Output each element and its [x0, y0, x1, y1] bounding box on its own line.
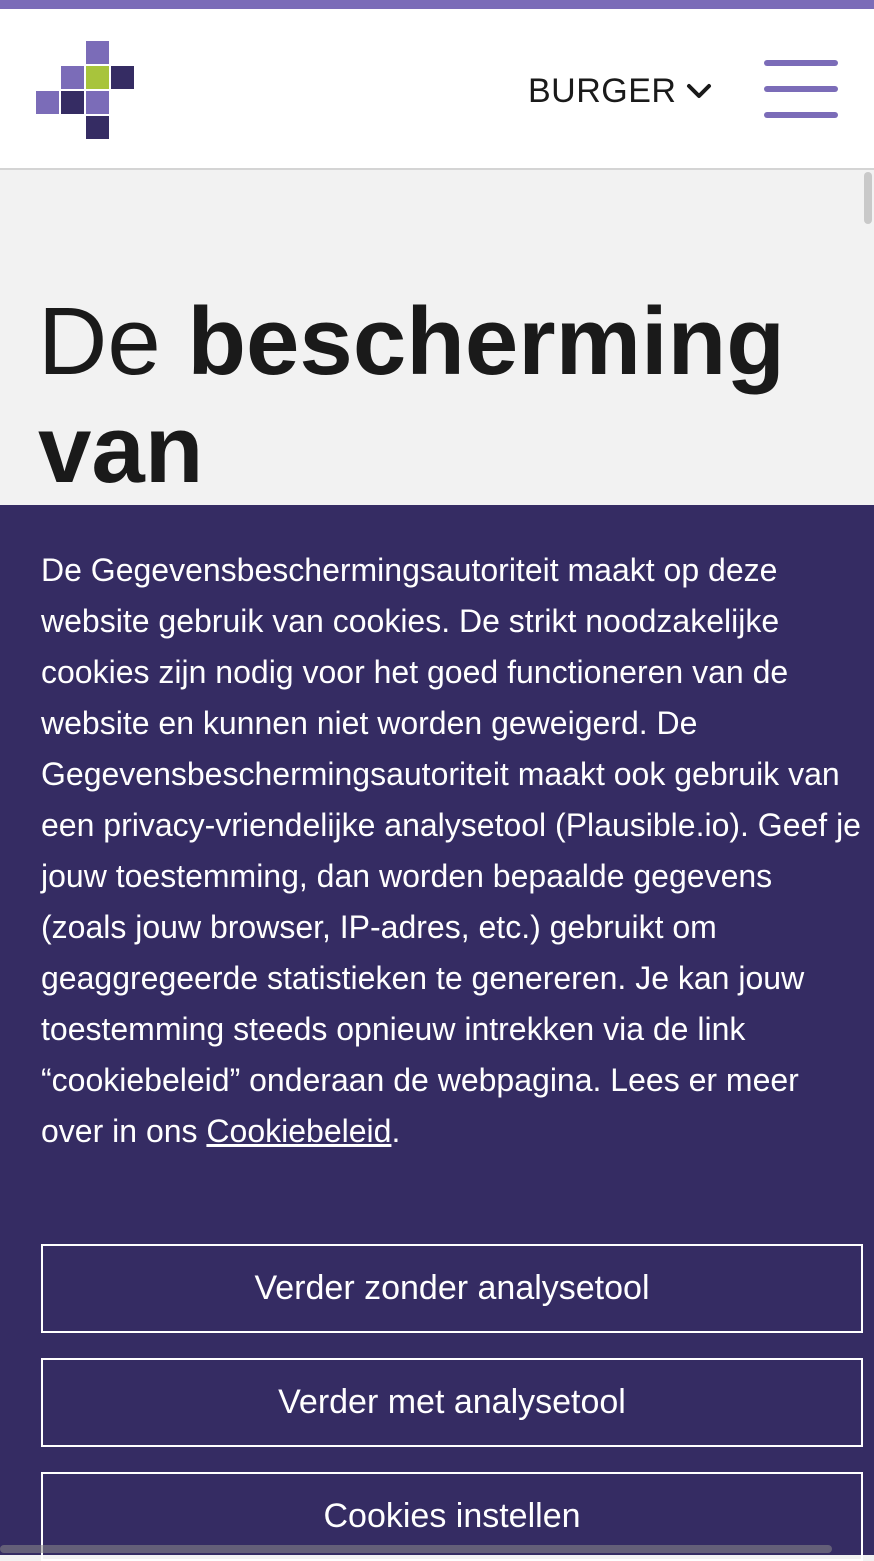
hamburger-menu-icon[interactable] [764, 57, 838, 121]
page-title [38, 288, 838, 504]
logo-square [36, 91, 59, 114]
top-accent-stripe [0, 0, 874, 9]
cookie-banner-body: De Gegevensbeschermingsautoriteit maakt op deze website gebruik van cookies. De strikt noodzakelijke cookies zijn nodig voor het goed functioneren van de website en kunnen niet worden geweigerd. De Gegevensbeschermingsautoriteit maakt ook gebruik van een privacy-vriendelijke analysetool (Plausible.io). Geef je jouw toestemming, dan worden bepaalde gegevens (zoals jouw browser, IP-adres, etc.) gebruikt om geaggregeerde statistieken te genereren. Je kan jouw toestemming steeds opnieuw intrekken via de link “cookiebeleid” onderaan de webpagina. Lees er meer over in ons [41, 552, 861, 1149]
site-header [0, 9, 874, 170]
logo-square [86, 116, 109, 139]
chevron-down-icon [686, 82, 712, 100]
gba-logo-icon[interactable] [36, 41, 134, 139]
logo-square [86, 66, 109, 89]
cookie-settings-button[interactable]: Cookies instellen [41, 1472, 863, 1561]
logo-square [61, 66, 84, 89]
logo-square [86, 91, 109, 114]
continue-with-analytics-button[interactable]: Verder met analysetool [41, 1358, 863, 1447]
page-title-bold: van [38, 396, 204, 503]
logo-square [61, 91, 84, 114]
audience-selector-label: BURGER [528, 71, 677, 110]
menu-bar [764, 86, 838, 92]
logo-square [86, 41, 109, 64]
cookie-policy-link[interactable]: Cookiebeleid [206, 1113, 392, 1149]
menu-bar [764, 60, 838, 66]
cookie-banner-text-end: . [391, 1113, 401, 1149]
audience-selector[interactable] [528, 71, 712, 111]
cookie-banner-text [41, 545, 863, 1157]
page-title-bold: bescherming [187, 288, 785, 395]
page-title-light: De [38, 288, 161, 395]
menu-bar [764, 112, 838, 118]
continue-without-analytics-button[interactable]: Verder zonder analysetool [41, 1244, 863, 1333]
horizontal-scrollbar[interactable] [0, 1545, 832, 1553]
logo-square [111, 66, 134, 89]
vertical-scrollbar[interactable] [864, 172, 872, 224]
cookie-banner [0, 505, 874, 1555]
